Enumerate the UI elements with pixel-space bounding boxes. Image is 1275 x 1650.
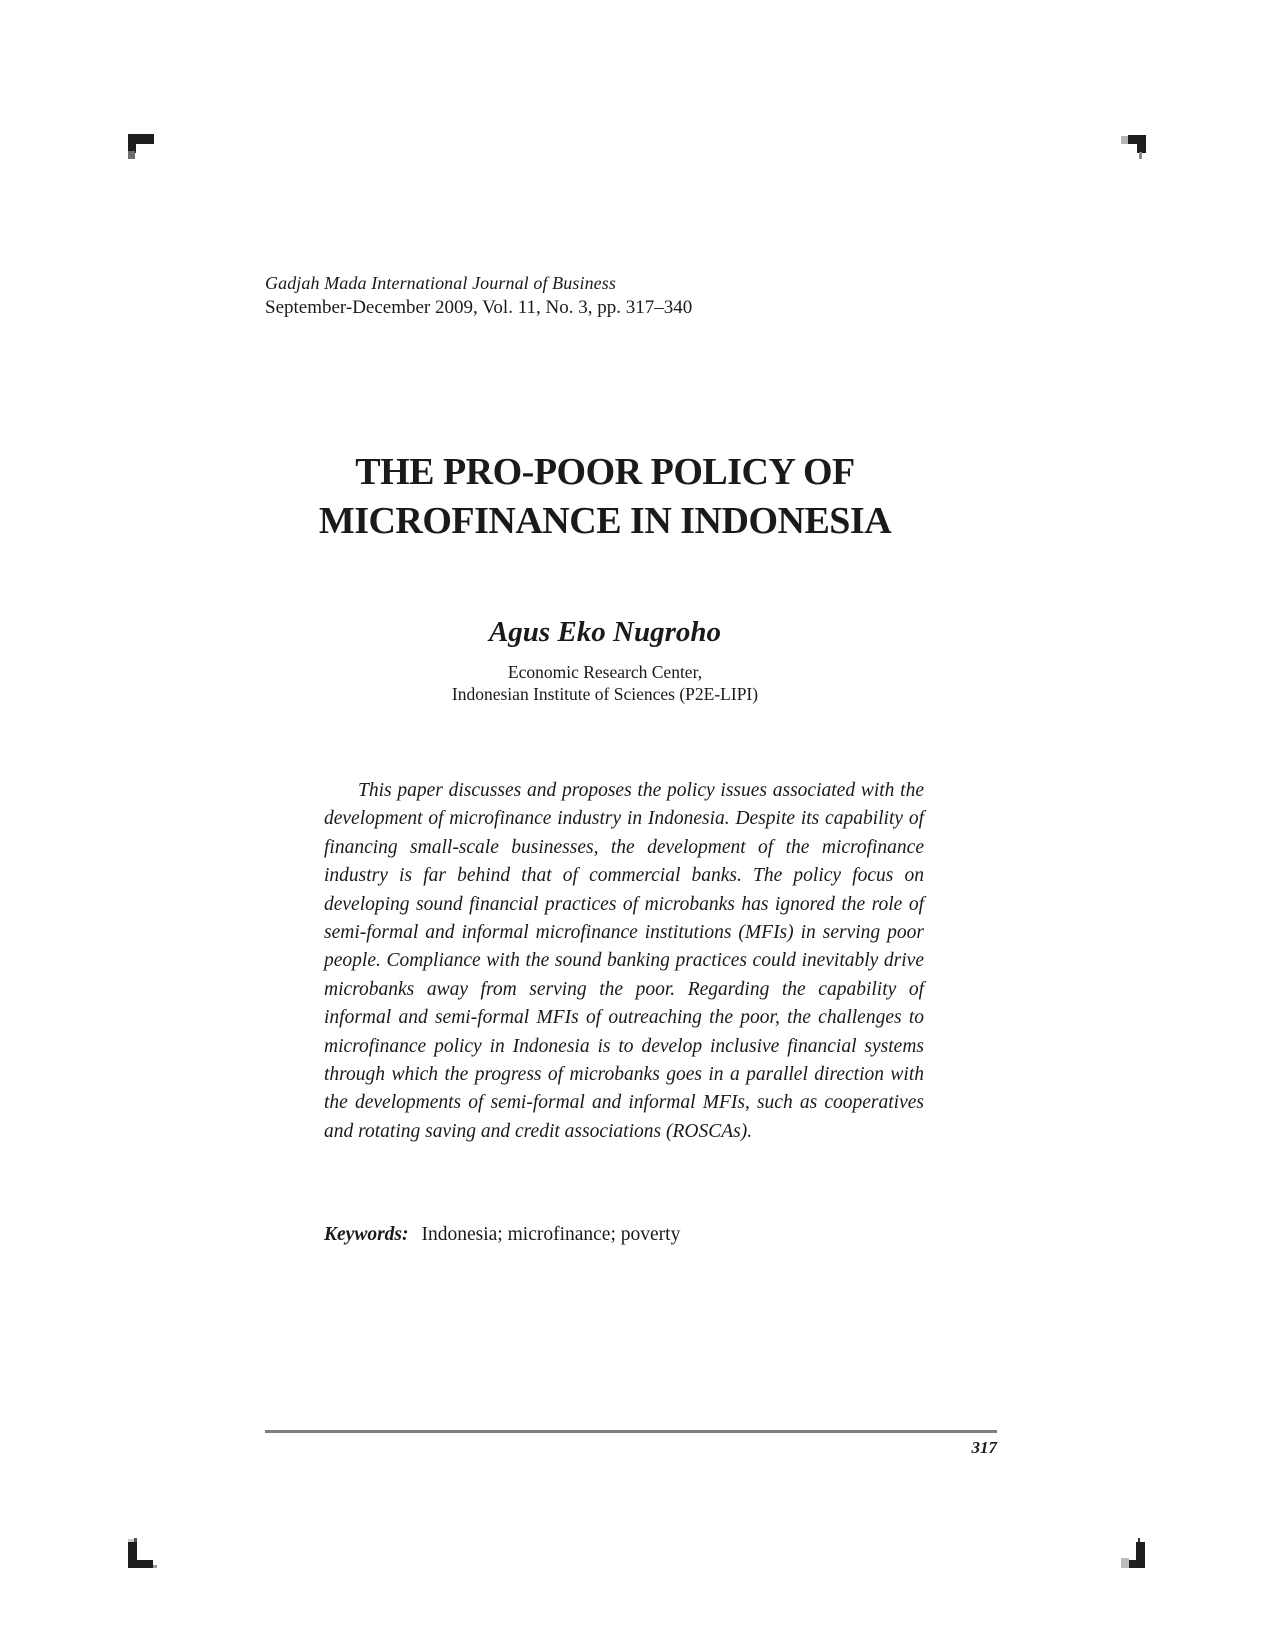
keywords-label: Keywords: bbox=[324, 1224, 409, 1245]
keywords-text: Indonesia; microfinance; poverty bbox=[421, 1224, 681, 1245]
author-name: Agus Eko Nugroho bbox=[488, 616, 722, 648]
page-number: 317 bbox=[971, 1438, 997, 1457]
affiliation-line: Indonesian Institute of Sciences (P2E-LIPI) bbox=[451, 683, 759, 704]
article-title-line: THE PRO-POOR POLICY OF bbox=[355, 451, 855, 493]
journal-title: Gadjah Mada International Journal of Business bbox=[265, 273, 616, 293]
abstract-text: This paper discusses and proposes the policy issues associated with the development of microfinance industry in Indonesia. Despite its capability of financing small-scale businesses, the development of the microfinance industry is far behind that of commercial banks. The policy focus on developing sound financial practices of microbanks has ignored the role of semi-formal and informal microfinance institutions (MFIs) in serving poor people. Compliance with the sound banking practices could inevitably drive microbanks away from serving the poor. Regarding the capability of informal and semi-formal MFIs of outreaching the poor, the challenges to microfinance policy in Indonesia is to develop inclusive financial systems through which the progress of microbanks goes in a parallel direction with the developments of semi-formal and informal MFIs, such as cooperatives and rotating saving and credit associations (ROSCAs). bbox=[324, 780, 924, 1142]
article-title bbox=[265, 448, 945, 546]
journal-issue-info: September-December 2009, Vol. 11, No. 3, pp. 317–340 bbox=[265, 296, 693, 318]
footer-rule bbox=[265, 1430, 997, 1433]
article-title-line: MICROFINANCE IN INDONESIA bbox=[318, 500, 892, 542]
journal-header bbox=[265, 272, 692, 320]
author-affiliation bbox=[265, 662, 945, 705]
affiliation-line: Economic Research Center, bbox=[507, 662, 703, 682]
keywords-line bbox=[324, 1222, 924, 1248]
